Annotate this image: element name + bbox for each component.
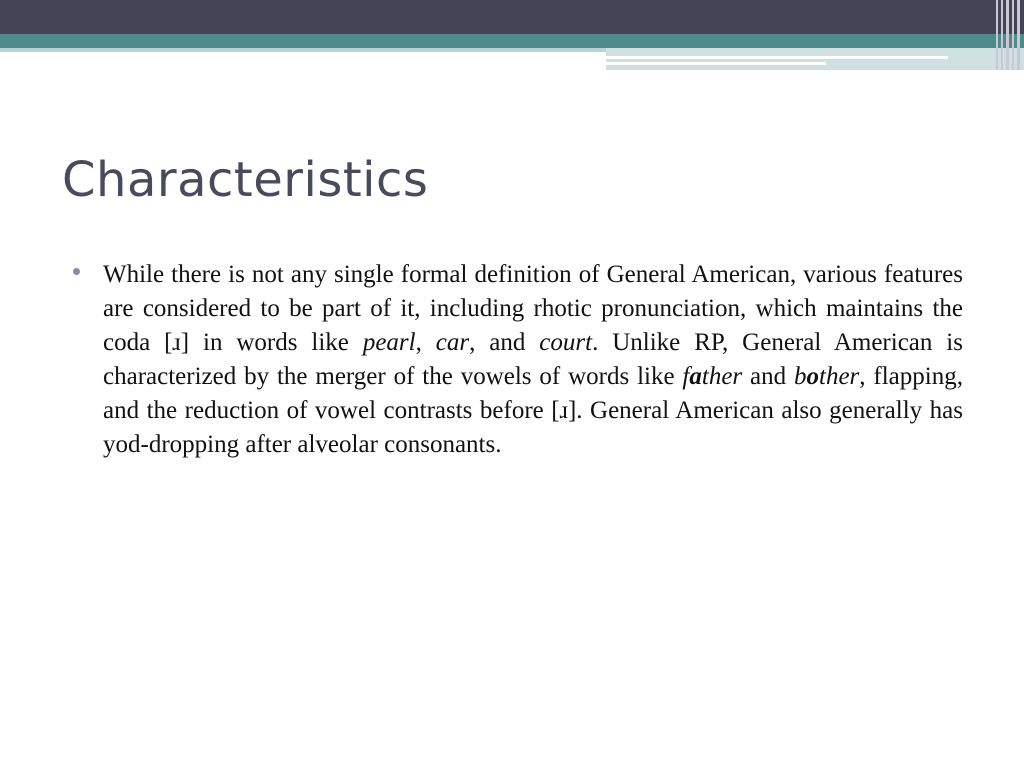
header-stripes-decoration [994, 0, 1024, 70]
header-band-teal [0, 34, 1024, 48]
italic-word: pearl [362, 329, 416, 356]
header-band-dark [0, 0, 1024, 34]
header-tab-line [606, 56, 948, 59]
header-band-light [0, 48, 606, 52]
header-tab-decoration [606, 48, 1024, 70]
italic-word-father: father [682, 363, 743, 390]
bullet-text: While there is not any single formal definition of General American, various features are considered to be part of it, including rhotic pronunciation, which maintains the coda [ɹ] in words like pearl, car, and court. Unlike RP, General American is characterized by the merger of the vowels of words like father and bother, flapping, and the reduction of vowel contrasts before [ɹ]. General American also generally has yod-dropping after alveolar consonants. [103, 261, 963, 458]
italic-word: court [539, 329, 593, 356]
italic-word: car [435, 329, 470, 356]
italic-word-bother: bother [794, 363, 860, 390]
bullet-item [73, 258, 963, 462]
slide-title: Characteristics [62, 152, 429, 208]
header-tab-line [606, 62, 826, 65]
bullet-dot-icon [73, 268, 80, 275]
